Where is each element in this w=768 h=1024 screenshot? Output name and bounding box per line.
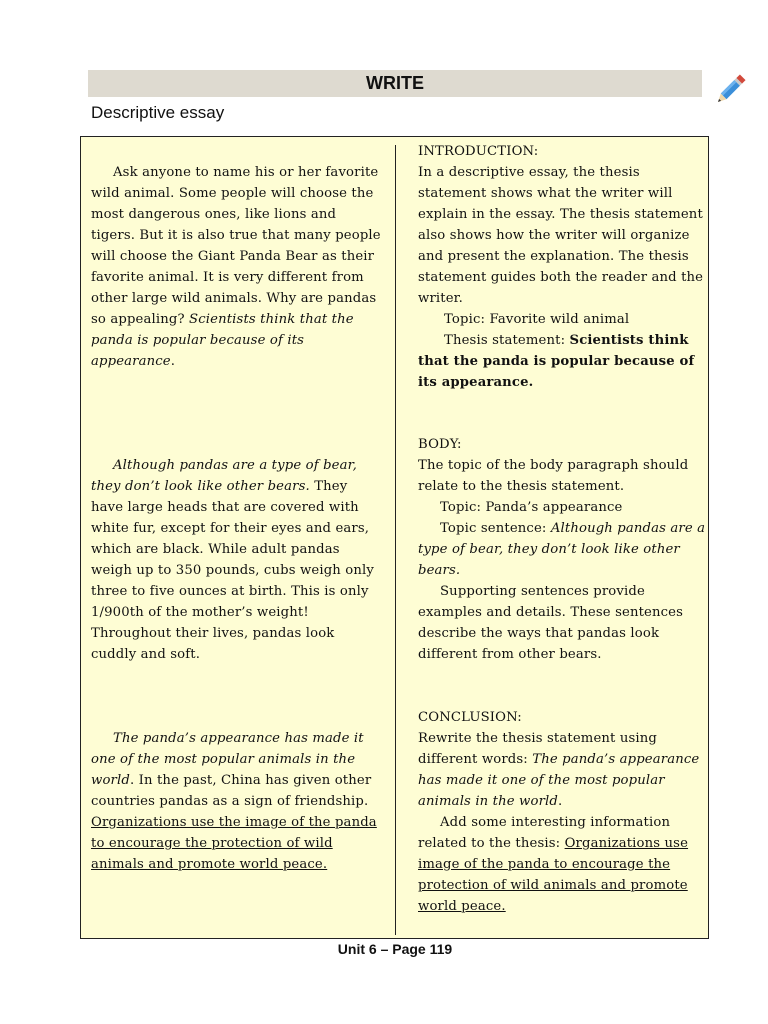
- guide-body: BODY: The topic of the body paragraph should relate to the thesis statement. Topic: Panda’s appearance Topic sentence: Although pandas are a type of bear, they don’t look like other bears. Supporting sentences provide examples and details. These sentences describe the ways that pandas look different from other bears.: [418, 434, 708, 665]
- guide-conclusion: CONCLUSION: Rewrite the thesis statement using different words: The panda’s appearance has made it one of the most popular animals in the world. Add some interesting information related to the thesis: Organizations use image of the panda to encourage the protection of wild animals and promote world peace.: [418, 707, 708, 917]
- essay-type-subtitle: Descriptive essay: [91, 103, 225, 122]
- essay-introduction-paragraph: Ask anyone to name his or her favorite wild animal. Some people will choose the most dangerous ones, like lions and tigers. But it is also true that many people will choose the Giant Panda Bear as their favorite animal. It is very different from other large wild animals. Why are pandas so appealing? Scientists think that the panda is popular because of its appearance.: [91, 165, 381, 369]
- guide-conclusion-heading: CONCLUSION:: [418, 710, 522, 725]
- essay-box: [80, 136, 709, 939]
- guide-body-heading: BODY:: [418, 437, 462, 452]
- essay-conclusion-paragraph: The panda’s appearance has made it one of the most popular animals in the world. In the past, China has given other countries pandas as a sign of friendship. Organizations use the image of the panda to encourage the protection of wild animals and promote world peace.: [91, 731, 377, 872]
- pencil-icon: [710, 70, 750, 110]
- page-footer: Unit 6 – Page 119: [337, 941, 453, 957]
- column-divider: [395, 145, 396, 935]
- section-title: WRITE: [88, 70, 702, 97]
- guide-intro-heading: INTRODUCTION:: [418, 144, 539, 159]
- guide-introduction: INTRODUCTION: In a descriptive essay, the thesis statement shows what the writer will explain in the essay. The thesis statement also shows how the writer will organize and present the explanation. The thesis statement guides both the reader and the writer. Topic: Favorite wild animal Thesis statement: Scientists think that the panda is popular because of its appearance.: [418, 141, 708, 393]
- essay-body-paragraph: Although pandas are a type of bear, they don’t look like other bears. They have large heads that are covered with white fur, except for their eyes and ears, which are black. While adult pandas weigh up to 350 pounds, cubs weigh only three to five ounces at birth. This is only 1/900th of the mother’s weight! Throughout their lives, pandas look cuddly and soft.: [91, 458, 374, 662]
